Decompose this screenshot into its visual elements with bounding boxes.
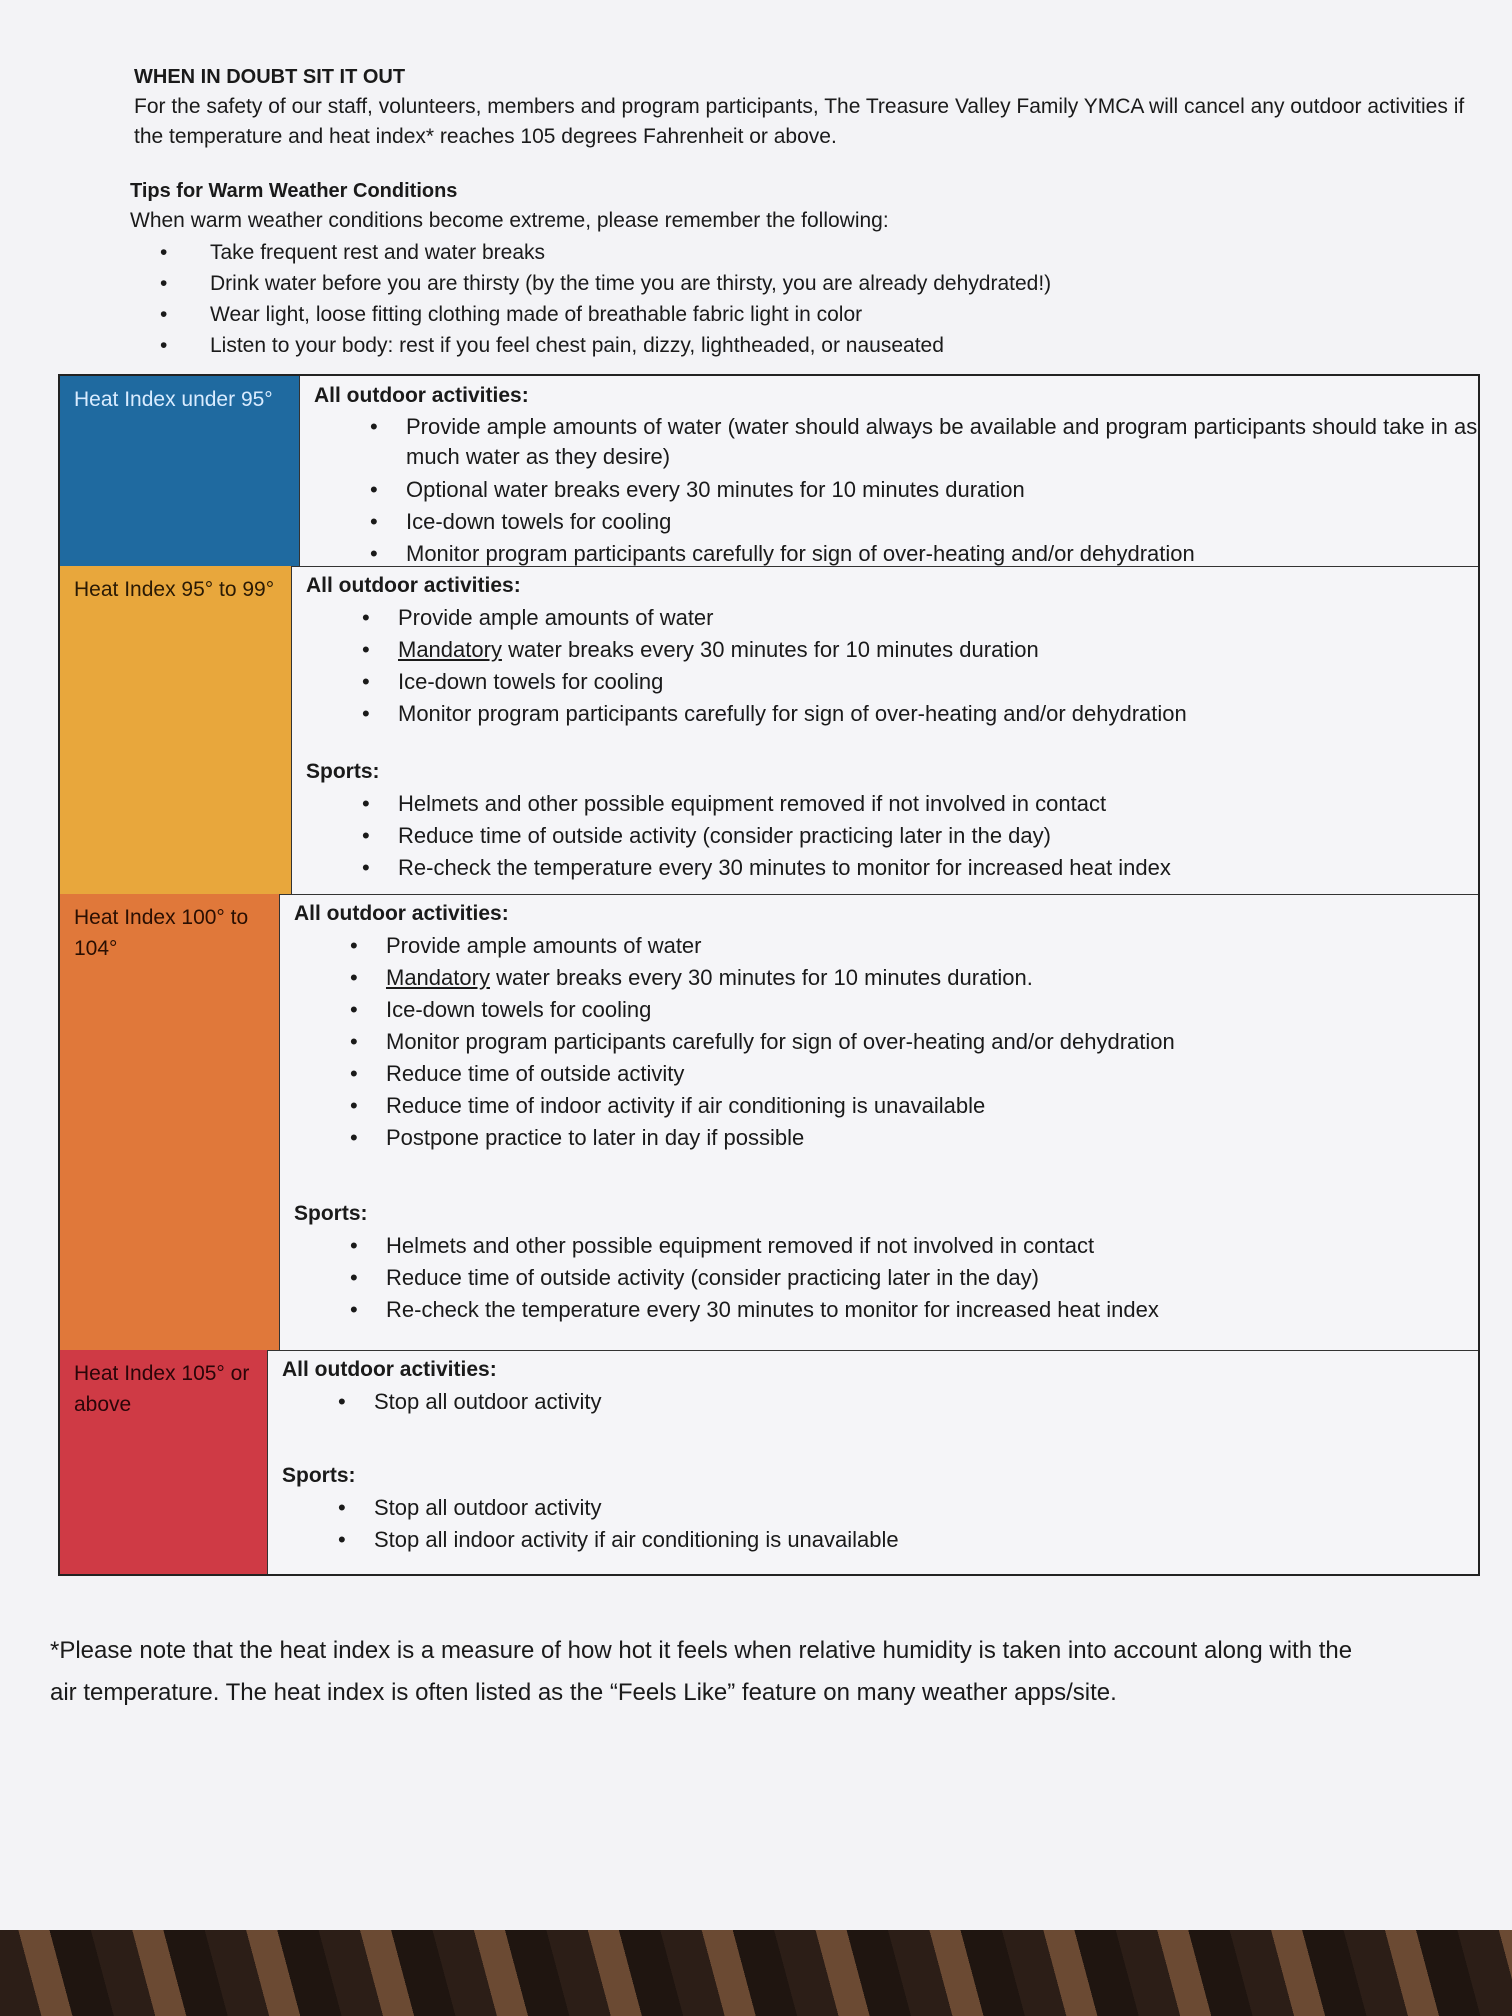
outdoor-title: All outdoor activities: <box>282 1358 497 1381</box>
outdoor-item: • Monitor program participants carefully for sign of over-heating and/or dehydration <box>306 698 1478 730</box>
outdoor-item: • Ice-down towels for cooling <box>294 994 1478 1026</box>
outdoor-item <box>306 634 1478 666</box>
sports-item: • Stop all indoor activity if air conditioning is unavailable <box>282 1524 1478 1556</box>
outdoor-item: • Monitor program participants carefully for sign of over-heating and/or dehydration <box>294 1026 1478 1058</box>
sports-item: • Reduce time of outside activity (consider practicing later in the day) <box>306 820 1478 852</box>
heat-row-100-104 <box>60 894 1478 1351</box>
outdoor-item: • Provide ample amounts of water <box>294 930 1478 962</box>
footnote-line: air temperature. The heat index is often listed as the “Feels Like” feature on many weather apps/site. <box>50 1679 1117 1706</box>
heat-row-105-above <box>60 1350 1478 1574</box>
outdoor-item-text: water breaks every 30 minutes for 10 minutes duration <box>501 637 1039 662</box>
heat-row-content <box>300 376 1478 566</box>
sports-item: • Re-check the temperature every 30 minutes to monitor for increased heat index <box>294 1294 1478 1326</box>
tips-lead: When warm weather conditions become extreme, please remember the following: <box>130 209 889 232</box>
outdoor-title: All outdoor activities: <box>314 384 529 407</box>
outdoor-item: • Provide ample amounts of water (water should always be available and program participants should take in as much water as they desire) <box>314 412 1478 474</box>
mandatory-text: Mandatory <box>386 965 490 990</box>
footnote-line: *Please note that the heat index is a measure of how hot it feels when relative humidity is taken into account along with the <box>50 1637 1353 1664</box>
heat-label: Heat Index 105° or above <box>60 1350 268 1574</box>
mandatory-text: Mandatory <box>398 637 502 662</box>
outdoor-item: • Postpone practice to later in day if possible <box>294 1122 1478 1154</box>
heat-row-content <box>280 894 1478 1350</box>
sports-item: • Helmets and other possible equipment removed if not involved in contact <box>294 1230 1478 1262</box>
heat-row-content <box>292 566 1478 894</box>
faded-header-text <box>120 4 920 20</box>
sports-item: • Helmets and other possible equipment removed if not involved in contact <box>306 788 1478 820</box>
outdoor-title: All outdoor activities: <box>294 902 509 925</box>
tips-list <box>130 238 1490 362</box>
heat-label: Heat Index 100° to 104° <box>60 894 280 1350</box>
footnote <box>50 1630 1510 1714</box>
heat-row-95-99 <box>60 566 1478 895</box>
heat-label: Heat Index under 95° <box>60 376 300 566</box>
sports-title: Sports: <box>306 760 380 783</box>
tip-item: • Drink water before you are thirsty (by the time you are thirsty, you are already dehydrated!) <box>130 269 1490 300</box>
heat-row-under-95 <box>60 376 1478 567</box>
sports-item: • Reduce time of outside activity (consider practicing later in the day) <box>294 1262 1478 1294</box>
table-surface <box>0 1930 1512 2016</box>
tips-section <box>130 176 1490 362</box>
outdoor-item <box>294 962 1478 994</box>
outdoor-item: • Ice-down towels for cooling <box>306 666 1478 698</box>
outdoor-item-text: water breaks every 30 minutes for 10 minutes duration. <box>489 965 1033 990</box>
heat-row-content <box>268 1350 1478 1574</box>
sports-title: Sports: <box>282 1464 356 1487</box>
outdoor-item: • Optional water breaks every 30 minutes for 10 minutes duration <box>314 474 1478 506</box>
outdoor-title: All outdoor activities: <box>306 574 521 597</box>
sports-item: • Stop all outdoor activity <box>282 1492 1478 1524</box>
outdoor-item: • Reduce time of outside activity <box>294 1058 1478 1090</box>
outdoor-item: • Stop all outdoor activity <box>282 1386 1478 1418</box>
heat-label: Heat Index 95° to 99° <box>60 566 292 894</box>
tip-item: • Take frequent rest and water breaks <box>130 238 1490 269</box>
intro-section <box>134 62 1494 152</box>
tip-item: • Listen to your body: rest if you feel chest pain, dizzy, lightheaded, or nauseated <box>130 331 1490 362</box>
tips-heading: Tips for Warm Weather Conditions <box>130 180 458 202</box>
outdoor-item: • Reduce time of indoor activity if air conditioning is unavailable <box>294 1090 1478 1122</box>
outdoor-item: • Monitor program participants carefully for sign of over-heating and/or dehydration <box>314 538 1478 570</box>
intro-text: For the safety of our staff, volunteers, members and program participants, The Treasure Valley Family YMCA will cancel any outdoor activities if the temperature and heat index* reaches 105 degrees Fahrenheit or above. <box>134 95 1465 148</box>
sports-title: Sports: <box>294 1202 368 1225</box>
intro-heading: WHEN IN DOUBT SIT IT OUT <box>134 66 406 88</box>
outdoor-item: • Ice-down towels for cooling <box>314 506 1478 538</box>
heat-index-table <box>58 374 1480 1576</box>
sports-item: • Re-check the temperature every 30 minutes to monitor for increased heat index <box>306 852 1478 884</box>
outdoor-item: • Provide ample amounts of water <box>306 602 1478 634</box>
tip-item: • Wear light, loose fitting clothing made of breathable fabric light in color <box>130 300 1490 331</box>
